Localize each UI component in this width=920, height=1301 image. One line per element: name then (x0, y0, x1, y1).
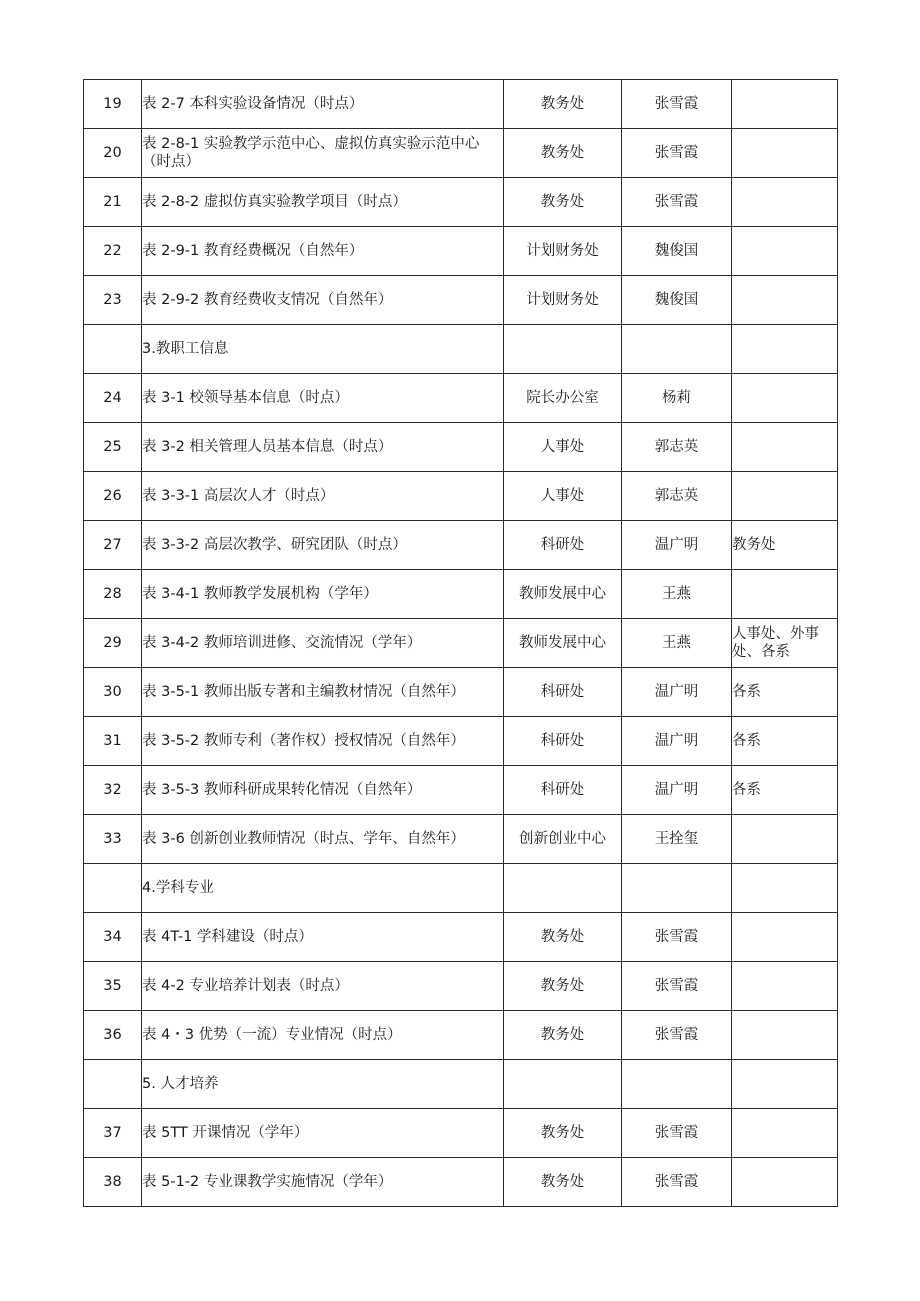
department: 教务处 (504, 1011, 622, 1060)
row-number: 20 (84, 129, 142, 178)
table-row (84, 80, 838, 129)
contact-person: 张雪霞 (622, 80, 732, 129)
contact-person: 张雪霞 (622, 1011, 732, 1060)
cooperating-units: 各系 (732, 668, 838, 717)
table-name: 表 2-8-2 虚拟仿真实验教学项目（时点） (142, 178, 504, 227)
department (504, 864, 622, 913)
row-number: 35 (84, 962, 142, 1011)
table-name: 表 3-6 创新创业教师情况（时点、学年、自然年） (142, 815, 504, 864)
contact-person: 张雪霞 (622, 178, 732, 227)
row-number: 21 (84, 178, 142, 227)
table-name: 表 3-4-1 教师教学发展机构（学年） (142, 570, 504, 619)
contact-person: 温广明 (622, 521, 732, 570)
table-name: 表 3-4-2 教师培训进修、交流情况（学年） (142, 619, 504, 668)
department: 教务处 (504, 1109, 622, 1158)
department: 计划财务处 (504, 276, 622, 325)
contact-person: 郭志英 (622, 472, 732, 521)
table-row (84, 1011, 838, 1060)
cooperating-units (732, 325, 838, 374)
row-number: 38 (84, 1158, 142, 1207)
section-row (84, 864, 838, 913)
cooperating-units (732, 80, 838, 129)
row-number: 32 (84, 766, 142, 815)
row-number: 27 (84, 521, 142, 570)
section-title: 5. 人才培养 (142, 1060, 504, 1109)
table-name: 表 2-9-2 教育经费收支情况（自然年） (142, 276, 504, 325)
contact-person (622, 325, 732, 374)
cooperating-units (732, 178, 838, 227)
contact-person: 张雪霞 (622, 913, 732, 962)
contact-person: 张雪霞 (622, 129, 732, 178)
cooperating-units: 教务处 (732, 521, 838, 570)
cooperating-units: 各系 (732, 766, 838, 815)
row-number (84, 1060, 142, 1109)
contact-person (622, 1060, 732, 1109)
contact-person (622, 864, 732, 913)
cooperating-units (732, 374, 838, 423)
table-row (84, 276, 838, 325)
table-row (84, 619, 838, 668)
cooperating-units (732, 864, 838, 913)
table-name: 表 4-2 专业培养计划表（时点） (142, 962, 504, 1011)
row-number: 25 (84, 423, 142, 472)
department: 创新创业中心 (504, 815, 622, 864)
row-number: 37 (84, 1109, 142, 1158)
cooperating-units (732, 276, 838, 325)
cooperating-units (732, 1109, 838, 1158)
row-number: 22 (84, 227, 142, 276)
table-row (84, 570, 838, 619)
table-name: 表 5TT 开课情况（学年） (142, 1109, 504, 1158)
table-name: 表 3-3-1 高层次人才（时点） (142, 472, 504, 521)
table-row (84, 472, 838, 521)
cooperating-units: 人事处、外事处、各系 (732, 619, 838, 668)
department: 教务处 (504, 178, 622, 227)
table-name: 表 3-1 校领导基本信息（时点） (142, 374, 504, 423)
table-name: 表 4T-1 学科建设（时点） (142, 913, 504, 962)
department: 科研处 (504, 668, 622, 717)
section-row (84, 325, 838, 374)
table-name: 表 3-2 相关管理人员基本信息（时点） (142, 423, 504, 472)
table-row (84, 717, 838, 766)
contact-person: 魏俊国 (622, 227, 732, 276)
row-number: 34 (84, 913, 142, 962)
table-row (84, 1109, 838, 1158)
contact-person: 王燕 (622, 570, 732, 619)
department: 教务处 (504, 913, 622, 962)
cooperating-units (732, 570, 838, 619)
cooperating-units (732, 423, 838, 472)
cooperating-units (732, 129, 838, 178)
department: 教务处 (504, 129, 622, 178)
contact-person: 魏俊国 (622, 276, 732, 325)
row-number (84, 864, 142, 913)
department: 科研处 (504, 766, 622, 815)
cooperating-units (732, 1011, 838, 1060)
cooperating-units (732, 1158, 838, 1207)
table-row (84, 1158, 838, 1207)
section-row (84, 1060, 838, 1109)
contact-person: 温广明 (622, 717, 732, 766)
contact-person: 张雪霞 (622, 962, 732, 1011)
contact-person: 温广明 (622, 766, 732, 815)
contact-person: 张雪霞 (622, 1109, 732, 1158)
table-name: 表 2-7 本科实验设备情况（时点） (142, 80, 504, 129)
contact-person: 王拴玺 (622, 815, 732, 864)
department: 科研处 (504, 521, 622, 570)
cooperating-units (732, 815, 838, 864)
table-row (84, 423, 838, 472)
table-row (84, 766, 838, 815)
row-number: 23 (84, 276, 142, 325)
department: 人事处 (504, 472, 622, 521)
table-name: 表 3-5-1 教师出版专著和主编教材情况（自然年） (142, 668, 504, 717)
table-name: 表 5-1-2 专业课教学实施情况（学年） (142, 1158, 504, 1207)
table-row (84, 521, 838, 570)
table-name: 表 2-8-1 实验教学示范中心、虚拟仿真实验示范中心（时点） (142, 129, 504, 178)
table-row (84, 815, 838, 864)
department (504, 325, 622, 374)
row-number: 24 (84, 374, 142, 423)
department: 院长办公室 (504, 374, 622, 423)
cooperating-units (732, 962, 838, 1011)
table-name: 表 3-3-2 高层次教学、研究团队（时点） (142, 521, 504, 570)
cooperating-units (732, 913, 838, 962)
contact-person: 温广明 (622, 668, 732, 717)
table-row (84, 129, 838, 178)
department (504, 1060, 622, 1109)
row-number: 30 (84, 668, 142, 717)
report-table (83, 79, 838, 1207)
table-row (84, 913, 838, 962)
table-name: 表 2-9-1 教育经费概况（自然年） (142, 227, 504, 276)
section-title: 3.教职工信息 (142, 325, 504, 374)
cooperating-units (732, 227, 838, 276)
row-number: 31 (84, 717, 142, 766)
table-row (84, 962, 838, 1011)
contact-person: 王燕 (622, 619, 732, 668)
row-number: 26 (84, 472, 142, 521)
row-number: 29 (84, 619, 142, 668)
table-row (84, 227, 838, 276)
row-number: 33 (84, 815, 142, 864)
section-title: 4.学科专业 (142, 864, 504, 913)
table-name: 表 4・3 优势（一流）专业情况（时点） (142, 1011, 504, 1060)
row-number (84, 325, 142, 374)
department: 教务处 (504, 962, 622, 1011)
department: 人事处 (504, 423, 622, 472)
cooperating-units (732, 1060, 838, 1109)
department: 计划财务处 (504, 227, 622, 276)
department: 教务处 (504, 80, 622, 129)
department: 教务处 (504, 1158, 622, 1207)
department: 科研处 (504, 717, 622, 766)
contact-person: 杨莉 (622, 374, 732, 423)
contact-person: 张雪霞 (622, 1158, 732, 1207)
row-number: 19 (84, 80, 142, 129)
table-row (84, 374, 838, 423)
department: 教师发展中心 (504, 619, 622, 668)
row-number: 28 (84, 570, 142, 619)
table-name: 表 3-5-2 教师专利（著作权）授权情况（自然年） (142, 717, 504, 766)
cooperating-units (732, 472, 838, 521)
contact-person: 郭志英 (622, 423, 732, 472)
table-row (84, 668, 838, 717)
cooperating-units: 各系 (732, 717, 838, 766)
table-name: 表 3-5-3 教师科研成果转化情况（自然年） (142, 766, 504, 815)
table-row (84, 178, 838, 227)
department: 教师发展中心 (504, 570, 622, 619)
table-body (84, 80, 838, 1207)
row-number: 36 (84, 1011, 142, 1060)
